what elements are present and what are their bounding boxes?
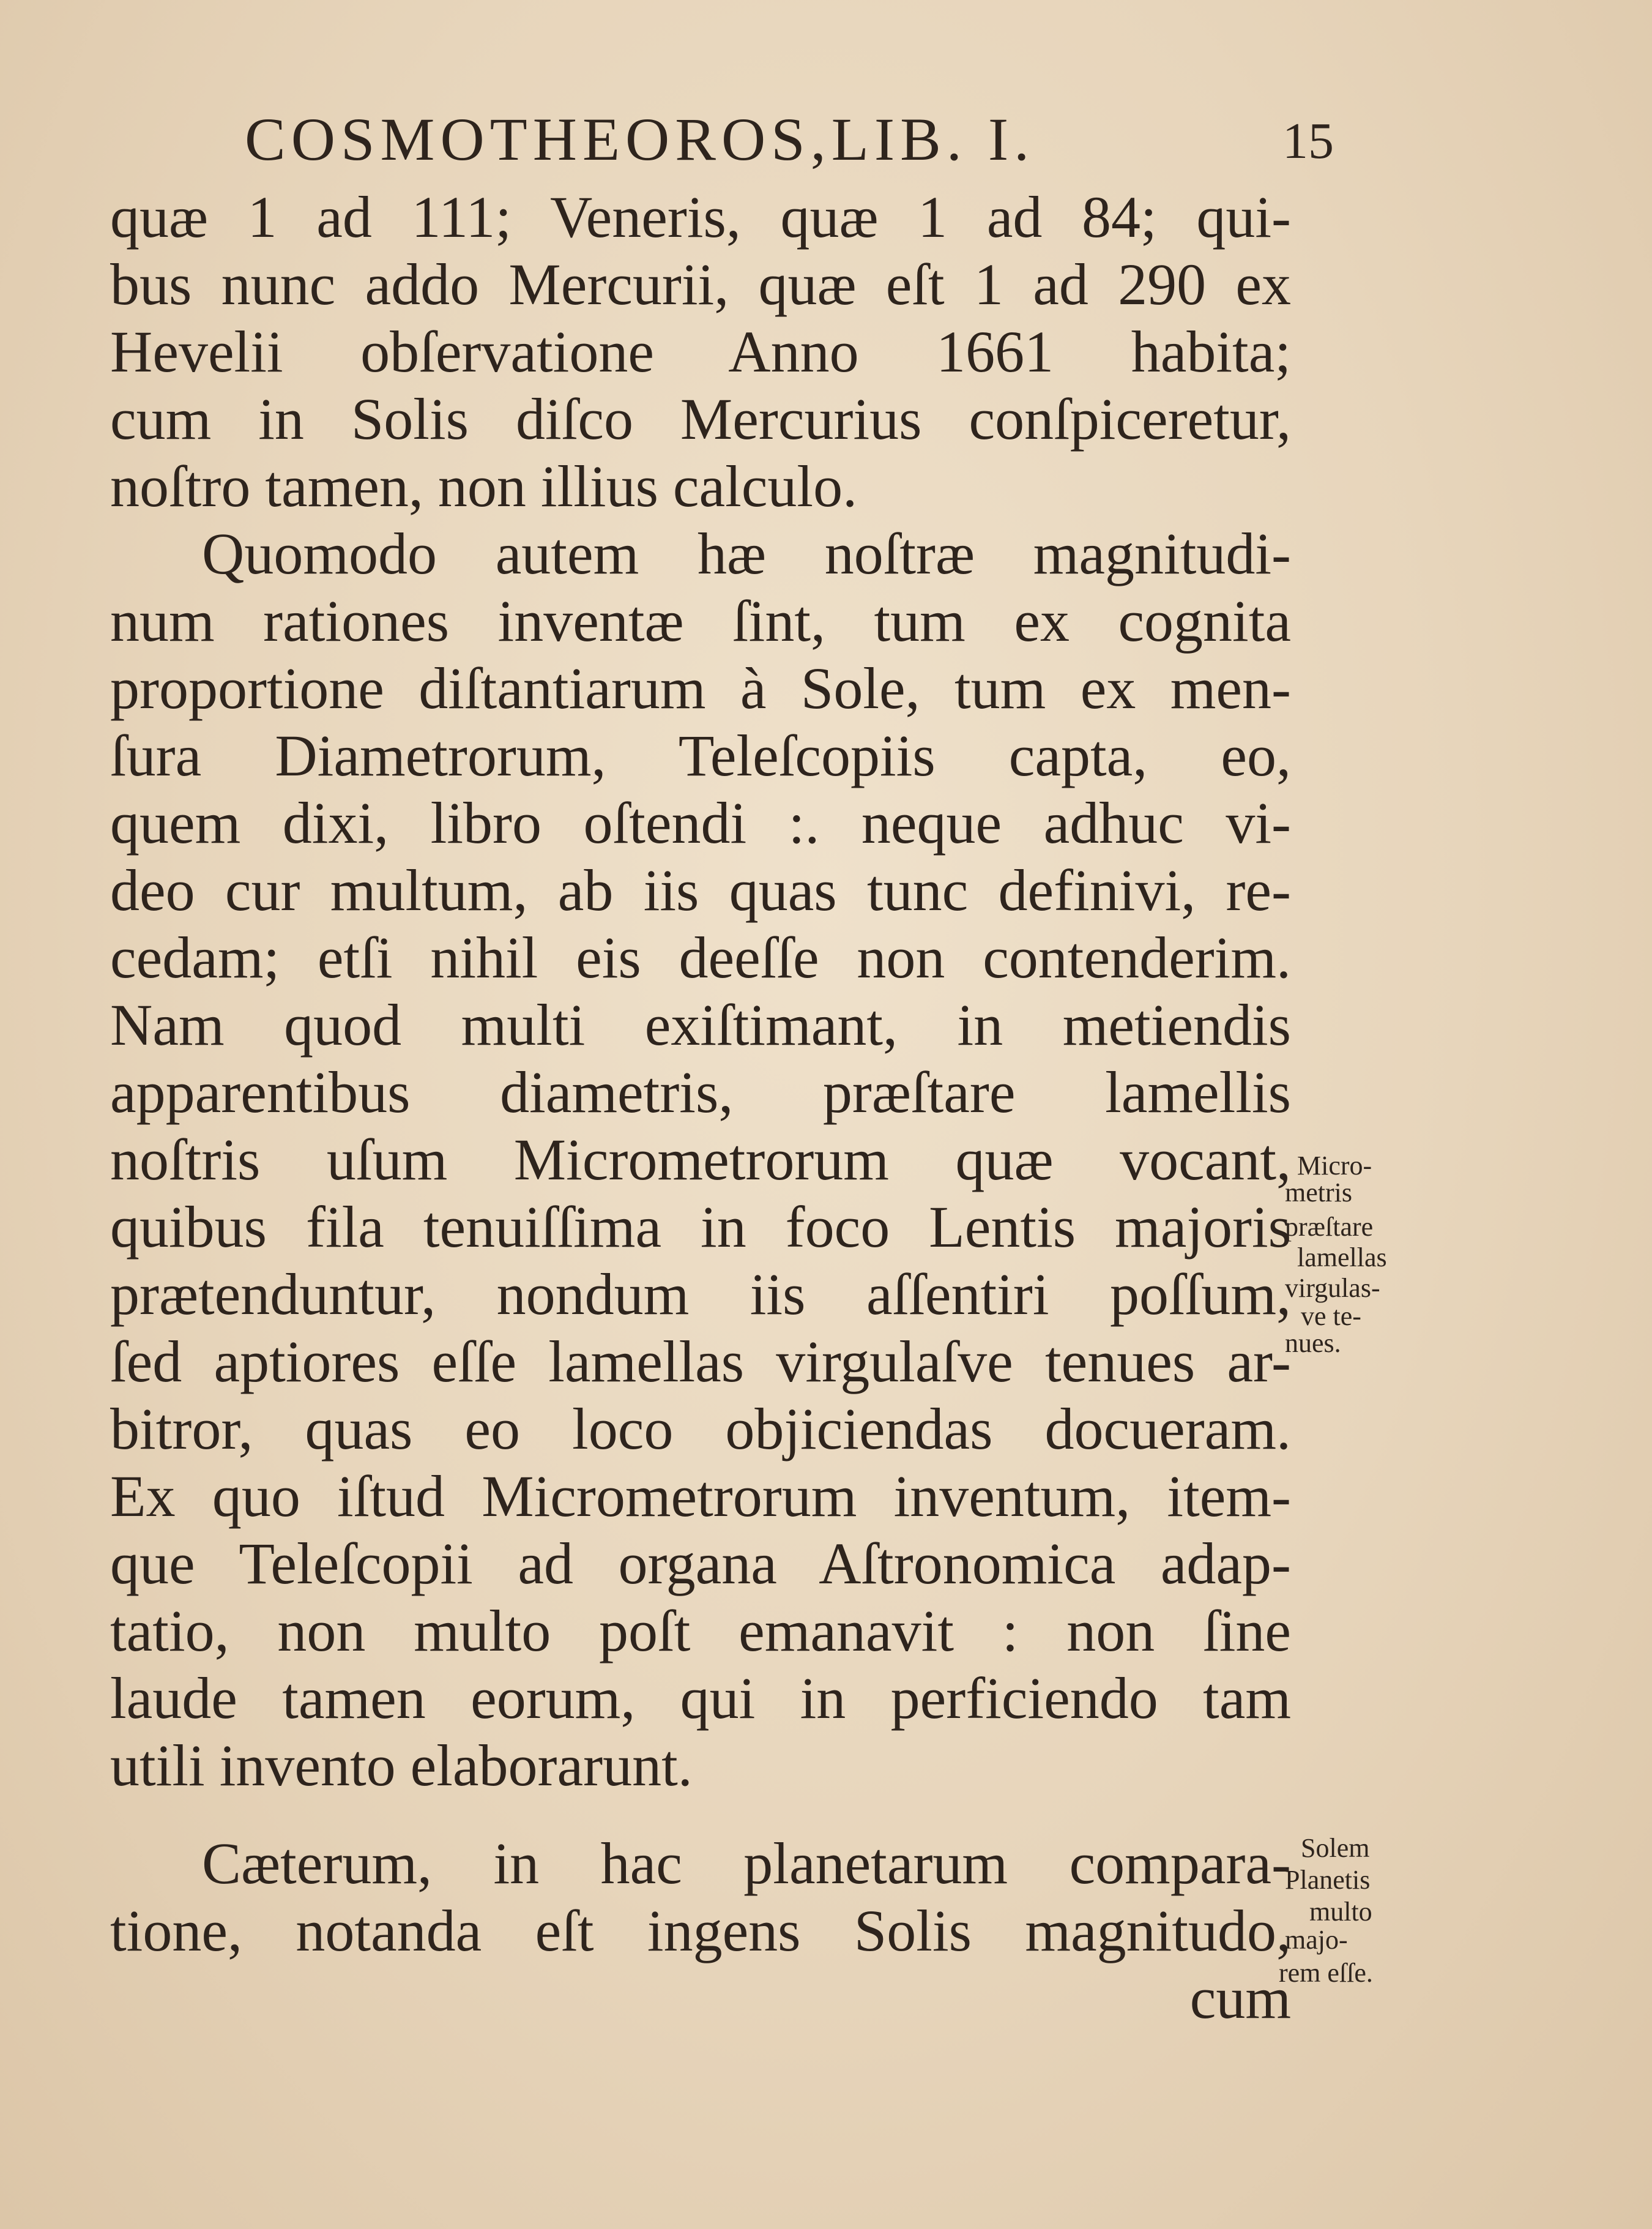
text-line: laude tamen eorum, qui in perficiendo tam	[110, 1665, 1291, 1731]
catchword: cum	[1189, 1965, 1291, 2031]
marginal-note-line: Micro-	[1297, 1151, 1372, 1181]
text-line: Quomodo autem hæ noſtræ magnitudi-	[202, 521, 1291, 586]
text-line: quæ 1 ad 111; Veneris, quæ 1 ad 84; qui-	[110, 184, 1291, 250]
text-line: que Teleſcopii ad organa Aſtronomica adap-	[110, 1531, 1291, 1596]
marginal-note-line: Solem	[1301, 1833, 1370, 1863]
text-line: tatio, non multo poſt emanavit : non ſine	[110, 1598, 1291, 1663]
marginal-note-line: nues.	[1285, 1328, 1341, 1358]
text-line: deo cur multum, ab iis quas tunc definivi, re-	[110, 857, 1291, 923]
marginal-note-line: lamellas	[1297, 1242, 1387, 1272]
marginal-note-line: rem eſſe.	[1279, 1958, 1373, 1988]
text-line: bus nunc addo Mercurii, quæ eſt 1 ad 290 ex	[110, 252, 1291, 317]
running-head	[245, 103, 1334, 176]
text-line: bitror, quas eo loco objiciendas docueram.	[110, 1396, 1291, 1462]
marginal-note-line: metris	[1285, 1178, 1352, 1208]
text-line: ſura Diametrorum, Teleſcopiis capta, eo,	[110, 723, 1291, 788]
text-line: tione, notanda eſt ingens Solis magnitudo,	[110, 1898, 1291, 1963]
text-line: cum in Solis diſco Mercurius conſpiceretur,	[110, 386, 1291, 452]
text-line: quem dixi, libro oſtendi :. neque adhuc vi-	[110, 790, 1291, 856]
text-line: Hevelii obſervatione Anno 1661 habita;	[110, 319, 1291, 384]
text-line: apparentibus diametris, præſtare lamellis	[110, 1059, 1291, 1125]
text-line: ſed aptiores eſſe lamellas virgulaſve tenues ar-	[110, 1329, 1291, 1394]
text-line: cedam; etſi nihil eis deeſſe non contenderim.	[110, 925, 1291, 990]
text-line: Nam quod multi exiſtimant, in metiendis	[110, 992, 1291, 1058]
text-line: prætenduntur, nondum iis aſſentiri poſſum,	[110, 1261, 1291, 1327]
marginal-note-line: ve te-	[1301, 1301, 1361, 1331]
text-line: Cæterum, in hac planetarum compara-	[202, 1831, 1291, 1896]
text-line: noſtris uſum Micrometrorum quæ vocant,	[110, 1127, 1291, 1192]
marginal-note-line: virgulas-	[1285, 1273, 1380, 1303]
marginal-note-line: majo-	[1285, 1925, 1348, 1955]
marginal-note-line: præſtare	[1285, 1212, 1374, 1242]
page-number: 15	[1282, 113, 1334, 170]
text-line: utili invento elaborarunt.	[110, 1733, 693, 1798]
text-line: noſtro tamen, non illius calculo.	[110, 454, 858, 519]
text-line: Ex quo iſtud Micrometrorum inventum, item-	[110, 1463, 1291, 1529]
running-head-title: COSMOTHEOROS,LIB. I.	[245, 105, 1035, 173]
text-line: num rationes inventæ ſint, tum ex cognita	[110, 588, 1291, 654]
text-line: quibus fila tenuiſſima in foco Lentis majoris	[110, 1194, 1291, 1260]
text-line: proportione diſtantiarum à Sole, tum ex men-	[110, 655, 1291, 721]
marginal-note-line: Planetis	[1285, 1865, 1371, 1895]
marginal-note-line: multo	[1309, 1897, 1372, 1927]
